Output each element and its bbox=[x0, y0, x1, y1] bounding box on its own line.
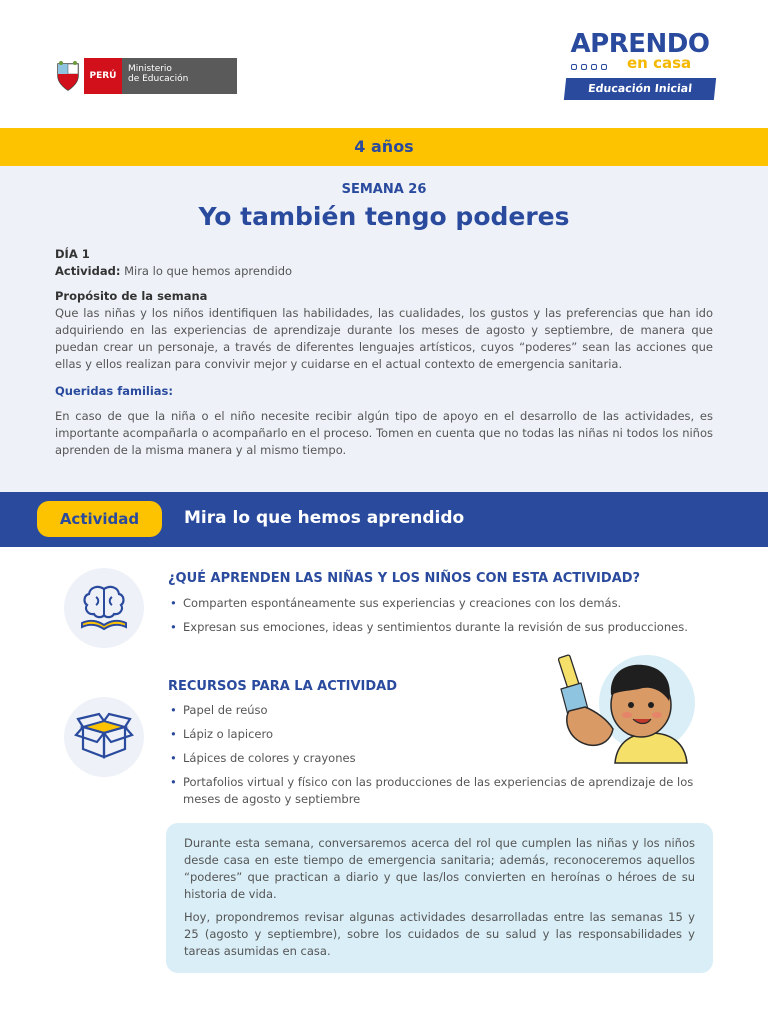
intro-section bbox=[0, 166, 768, 492]
ministry-line-2: de Educación bbox=[128, 74, 189, 84]
note-paragraph-2: Hoy, propondremos revisar algunas actividades desarrolladas entre las semanas 15 y 25 (agosto y septiembre), sobre los cuidados de su salud y las responsabilidades y tareas asumidas en casa. bbox=[184, 910, 695, 958]
brand-subtitle: en casa bbox=[627, 54, 692, 72]
families-text: En caso de que la niña o el niño necesite recibir algún tipo de apoyo en el desarrollo de las actividades, es importante acompañarla o acompañarlo en el proceso. Tomen en cuenta que no todas las niñas ni todos los niños aprenden de la misma manera y al mismo tiempo. bbox=[55, 409, 713, 457]
learn-heading: ¿QUÉ APRENDEN LAS NIÑAS Y LOS NIÑOS CON ESTA ACTIVIDAD? bbox=[168, 571, 641, 586]
child-illustration bbox=[555, 645, 695, 765]
activity-title: Mira lo que hemos aprendido bbox=[184, 508, 465, 528]
list-item: • Expresan sus emociones, ideas y sentimientos durante la revisión de sus producciones. bbox=[168, 619, 713, 636]
age-strip: 4 años bbox=[0, 128, 768, 166]
open-box-icon bbox=[64, 697, 144, 777]
day-label: DÍA 1 bbox=[55, 247, 90, 261]
list-item: • Portafolios virtual y físico con las producciones de las experiencias de aprendizaje de los meses de agosto y septiembre bbox=[168, 774, 713, 808]
note-paragraph-1: Durante esta semana, conversaremos acerca del rol que cumplen las niñas y los niños desde casa en este tiempo de emergencia sanitaria; además, reconoceremos aquellos “poderes” que practican a diario y que las/los convierten en heroínas o héroes de su historia de vida. bbox=[184, 836, 695, 901]
brain-book-icon bbox=[64, 568, 144, 648]
resources-heading: RECURSOS PARA LA ACTIVIDAD bbox=[168, 679, 398, 694]
list-item: • Comparten espontáneamente sus experiencias y creaciones con los demás. bbox=[168, 595, 713, 612]
ministry-line-1: Ministerio bbox=[128, 64, 172, 74]
ministry-label bbox=[122, 58, 237, 94]
activity-band bbox=[0, 492, 768, 547]
list-item: • Lápices de colores y crayones bbox=[168, 750, 713, 767]
learn-list bbox=[168, 595, 713, 643]
brand-title: APRENDO bbox=[570, 29, 710, 59]
list-item: • Lápiz o lapicero bbox=[168, 726, 713, 743]
peru-label: PERÚ bbox=[84, 58, 122, 94]
intro-body bbox=[55, 246, 713, 459]
note-box bbox=[166, 823, 713, 973]
purpose-text: Que las niñas y los niños identifiquen las habilidades, las cualidades, los gustos y las preferencias que han ido adquiriendo en las experiencias de aprendizaje durante los meses de agosto y septiembre, de manera que puedan crear un personaje, a través de diferentes lenguajes artísticos, cuyos “poderes” sean las acciones que ellas y ellos realizan para convivir mejor y cuidarse en el actual contexto de emergencia sanitaria. bbox=[55, 306, 713, 371]
purpose-heading: Propósito de la semana bbox=[55, 289, 208, 303]
government-logo bbox=[52, 58, 237, 94]
families-heading: Queridas familias: bbox=[55, 384, 173, 398]
coat-of-arms-icon bbox=[52, 58, 84, 94]
page-title: Yo también tengo poderes bbox=[198, 202, 570, 231]
week-label: SEMANA 26 bbox=[341, 182, 427, 197]
brand-dots-icon bbox=[571, 64, 607, 70]
activity-label: Actividad: bbox=[55, 264, 121, 278]
brand-band: Educación Inicial bbox=[564, 78, 716, 100]
page-header bbox=[0, 0, 768, 128]
aprendo-en-casa-logo bbox=[565, 30, 715, 100]
list-item: • Papel de reúso bbox=[168, 702, 713, 719]
activity-line bbox=[55, 263, 713, 280]
activity-pill: Actividad bbox=[37, 501, 162, 537]
activity-value: Mira lo que hemos aprendido bbox=[124, 264, 293, 278]
